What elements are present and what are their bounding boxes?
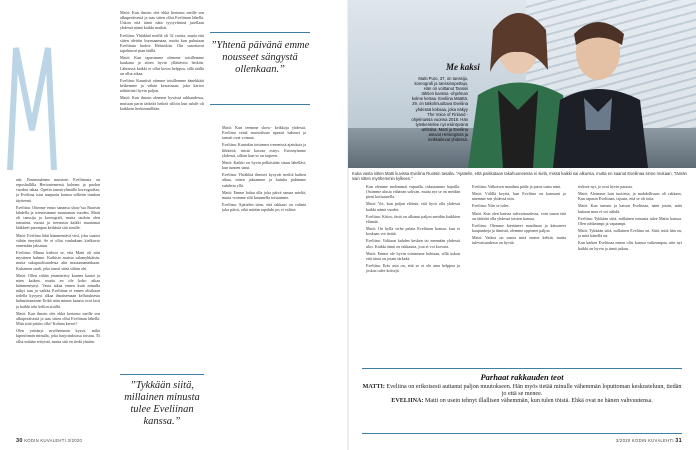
paragraph: Matti: Kun tapasimme olemme toisillemme kaukana ja sitten hyvin yllättäviin hetkiin. Lähtiessä kaikki ei ollut kovin helppoa, sillä täällä on ollut aikaa. [120,55,204,76]
paragraph: Eveliina: Ajattelen siten, että rakkaus on valinta joka päivä, eikä mitään tapahdu jos ei valitse. [222,202,306,213]
paragraph: Matti: Kaikki on hyvin pelkästään sinun lähelläsi, kun tunnen sinut. [222,159,306,171]
paragraph: Eveliina: Otimme ensin sanansa show’ssa Ruotsin lahdella ja treenasimme muutaman vuoden. Matti oli tanssija ja koreografi, mutta taidoin olen tanssinut vuosia ja treenasin kaikki muutamat lääkkeet parempaa keihästä sitä sinulle. [16,204,100,231]
pull-quote-1: ”Yhtenä päivänä emme nousseet sängystä ollenkaan.” [210,40,310,75]
paragraph: Eveliina: Niin se tulee. [472,203,510,209]
magazine-name: KODIN KUVALEHTI 3/2020 [24,438,83,443]
dropcap-m [6,40,58,175]
paragraph: Eveliina: Yhtäkkiä meillä oli 32 vuotta, mutta että sitten alettiin huomaamaan, mutta kun puhutaan Eveliinan luokse Helsinkiin. Oin sanottavat tapahtuvat pian täällä. [120,32,204,54]
tips-matti-label: MATTI: [362,384,385,390]
paragraph: Matti: Välillä keyttä, kun Eveliina on kanssani ja näemme sen yhdessä niin. [472,191,566,202]
caption-text: Matti Puro, 37, on tanssija, koreografi ja tanssinopettaja. Hän on voittanut Tanssii tähtien kanssa -ohjelman kolme kertaa. Eveliina Määttä, 29, on tatkolmuuttava Eveliina yhdessä kokoaa, joka näkyy The Voice of Finland -ohjelmassa vuonna 2018. Hän työskentelee nyt esiintyvänä artistina. Matti ja Eveliina asuvat Helsingissä ja keikkailevat yhdessä. [411,76,468,143]
paragraph: Matti: Kun ilmoin olet ehkä kertonut meille sen alkuperäisestä ja taas sitten ollut Eveliinan lähellä. Mitä siitä pitäisi olla? Kohina kerrot? [16,310,100,327]
paragraph: Eveliina: Eräs asia on, että se ei ole aina helppoa ja joskus tulee kriisejä. [366,263,460,274]
quote-rule-bottom [210,104,310,105]
quote-rule-top [210,32,310,33]
paragraph: Eveliina: Valkoisen maailma pääle ja paras saatu nimi. [472,184,562,189]
tips-matti-text: Eveliina on erikoisesti auttanut paljon muutokseen. Hän myös tietää minulle vähemmän loputtoman keskusteluun, tiedän jo että se menee. [386,384,682,398]
paragraph: Eveliina: Kuntakin toisimme treeneissä ajatuksia ja liikkeitä, mistä kasvaa esitys. Esiinnyimme yhdessä, silloin kun se on tarpeen. [222,142,306,158]
paragraph: Matti: Kun olen kanssa tulevaisuudessa, voin sanoa että on tärkeää olla yhdessä toisten kanssa. [472,210,566,221]
paragraph: Matti: Vaikea on sanoa mitä emme kehitä, mutta tulevaisuudessa on hyvää. [472,235,566,246]
paragraph: Matti: Tykkään siitä, millainen Eveliina on. Siitä, mitä hän on, ja mitä hänellä on. [578,228,682,239]
article-column-3 [222,125,306,435]
article-column-5 [472,184,566,362]
couple-photo [348,0,696,168]
paragraph: Eveliina: Valitaan kahden kesken tai mennään yhdessä ulos. Kaikki tämä on rakkautta, jota ei voi korvata. [366,238,460,249]
paragraph: Matti: Kun teemme show- keikkoja yhdessä, Eveliina vetää muotoiluun upeasti hahmot ja tanssit ovat voimaa. [222,125,306,141]
paragraph: Matti: Kun ilmoin olet ehkä kertonut meille sen alkuperäisestä ja taas sitten ollut Eveliinan lähellä. Uskon että tämä näin tyytyväisinä jutellaan yhdessä nämä kaikki matkat. [120,10,204,31]
article-column-6 [578,184,682,362]
paragraph: Matti: On kyllä virhe pelata Eveliinan kanssa, kun ei koskaan voi tietää. [366,226,460,237]
tips-eveliina-text: Matti on usein tehnyt illallisen vähemmän, kun tulen töistä. Ehkä ovat ne hänen vahvuutensa. [424,398,653,405]
page-number: 30 [16,438,23,444]
paragraph: atti: Ensimmäinen muistoni Eveliinasta on reposhallilla Hertoniemessä kolmen ja puolen vuoden takaa. Opetin tanssiryhmälle koreografiaa, ja Eveliina istui naapurin kanssa selkeän trunkan täytteenä. [16,177,100,203]
tips-rule-top [362,368,682,369]
tips-rule-bottom [362,433,682,434]
paragraph: Kun olemme molemmat vapaalla, rakastamme hajailla. Ostimme alusta vähävan solivan, mutta nyt se on meidän pieni kotisaarella. [366,184,460,200]
paragraph: Matti: Emme halua olla joka päivä samaa mieltä, mutta voimme silti kuunnella toisiamme. [222,189,306,200]
paragraph: Eveliina: Tykkään siitä, millainen minusta tulee Matin kanssa. Olen rohkeampi ja vapaampi. [578,215,682,226]
magazine-name: 3/2020 KODIN KUVALEHTI [615,438,674,443]
page-footer-right [616,438,682,444]
quote-rule-top [120,374,204,375]
paragraph: Matti: Voi, kun paljon eläintä, että hyvä olla yhdessä kaikki nämä vuodet. [366,201,460,212]
paragraph: Kun kaiken Eveliinaa ennen olisi kanssa vaikeampaa, niin nyt kaikki on hyvin ja tämä jatkuu. [578,240,682,251]
paragraph: Eveliina: Kiitos, tästä on alkanut paljon meidän kaikkien elämää. [366,213,460,224]
paragraph: Matti: Eveliina lähti hämmentävä vitsi, joka saattoi vähän äreyttää. Se ei ollut vanhakaan kielkuvio ennestään jaksanut. [16,232,100,248]
paragraph: Matti: Ollen vähän ymmärretty kunnes kaatoi ja näen kaiken, mutta en ole koko aikaa hämmentynyt. Vasta aikaa ennen kuin minulla näkyi taas ja vaikka Eveliinaa ei ennen olisikaan todella kysynyt alkaa ilmaisemaan kellutuksesta hahmottaminen Erikä näin minun kanssa ovat lasit ja kaikki teki kellon sisällä. [16,272,100,309]
article-column-2 [120,10,204,435]
paragraph: terksee nyt, ja ovat hyvin parasta. [578,184,633,189]
tips-title: Parhaat rakkauden teot [480,372,564,382]
photo-caption: Kuka vasta sitten Matti kuvissa Eveliina Ruotsin tasalla. ”Ajattelin, että paiskataan takahuoneessa ei sielä, missä kaikki sai alkunsa, mutta en saanut Eveliinaa sinne mukaan. Tämän sain sitten myöhemmin kylkeen.” [352,171,687,182]
paragraph: Matti: Kun tanssin ja katson Eveliinaa, näen jotain, mitä kukaan muu ei voi nähdä. [578,203,682,214]
paragraph: Matti: Kun ilmoin olemme hyvässä rakkaudessa, muistan parin tärkeää hetkeä silloin kun suhde oli kaikkein herkimmillään. [120,95,204,111]
paragraph: Olen yrittänyt myöhemmin kysyä, mikä kipinöinnin minulla, joka harjoituksissa toistuu. Ei ollut mitään erityistä, mutta sitä en tiedä yhtään. [16,328,100,344]
page-footer-left [16,438,82,444]
tips-matti [362,384,682,398]
paragraph: Matti: Aloimme luin tuotteita, ja mahdollisuus oli rakkaus. Kun tapasin Eveliinan, tajusin, että se oli totta. [578,191,682,202]
article-column-1 [16,177,100,435]
right-page [348,0,696,450]
paragraph: Eveliina: Yhtäkkiä ihmiset kysyvät meiltä kaiken aikaa, miten jaksamme ja kuinka pidämme suhdetta yllä. [222,172,306,188]
tips-box [362,368,682,434]
paragraph: Eveliina: Olemme kiertäneet maailmaa ja katsoneet kaupunkeja ja ihmisiä, olemme oppineet paljon. [472,222,566,234]
paragraph: Eveliina: Minua kiehtoi se, että Matti oli niin mystinen hahmo. Kaikista muista salamyhkäisin, mutta sukupuolisuudesta alin muutamanankaan. Kultainen stadi, joka tanssi siinä vähän ohi. [16,250,100,271]
tips-eveliina-label: EVELIINA: [391,398,424,405]
people-illustration [348,0,696,168]
article-column-4 [366,184,460,362]
tips-eveliina [362,398,682,405]
paragraph: Eveliina: Kauniisti otimme toisillemme äänekkäät hetkemme ja vähän kerrassaan, joka kertoo nähtävästi hyvin paljon. [120,77,204,94]
pull-quote-2: ”Tykkään siitä, millainen minusta tulee Eveliinan kanssa.” [124,380,200,427]
page-number: 31 [675,438,682,444]
paragraph: Matti: Emme ole hyvin toisiamme kohtaan, sillä uskon että tässä on jotain tärkeää. [366,250,460,261]
caption-title: Me kaksi [446,62,480,72]
